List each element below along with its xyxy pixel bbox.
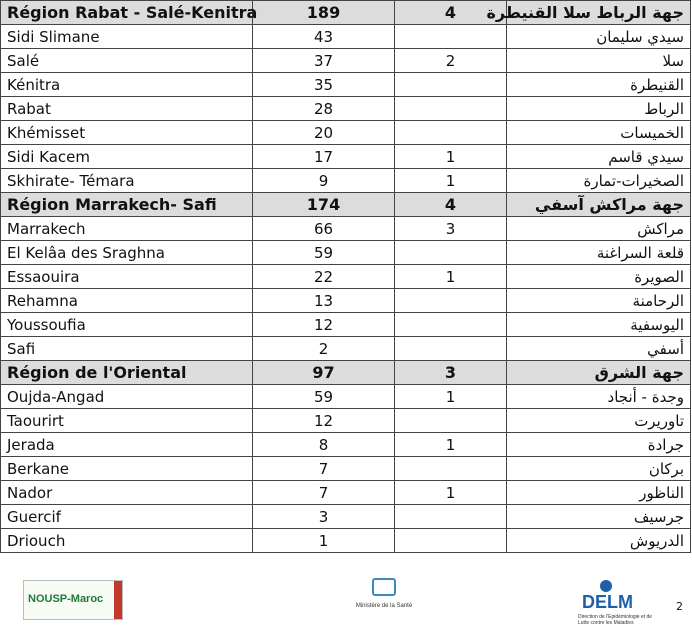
cases-cell: 2: [253, 337, 395, 361]
arabic-name-cell: الرباط: [507, 97, 691, 121]
deaths-cell: [395, 505, 507, 529]
place-name-cell: El Kelâa des Sraghna: [1, 241, 253, 265]
table-row: [1, 313, 691, 337]
deaths-cell: [395, 409, 507, 433]
cases-cell: 174: [253, 193, 395, 217]
arabic-name-cell: قلعة السراغنة: [507, 241, 691, 265]
arabic-name-cell: سيدي قاسم: [507, 145, 691, 169]
cases-cell: 35: [253, 73, 395, 97]
arabic-name-cell: الناظور: [507, 481, 691, 505]
arabic-name-cell: مراكش: [507, 217, 691, 241]
place-name-cell: Youssoufia: [1, 313, 253, 337]
place-name-cell: Rabat: [1, 97, 253, 121]
place-name-cell: Skhirate- Témara: [1, 169, 253, 193]
table-row: [1, 49, 691, 73]
arabic-name-cell: أسفي: [507, 337, 691, 361]
deaths-cell: 3: [395, 217, 507, 241]
table-row: [1, 97, 691, 121]
place-name-cell: Driouch: [1, 529, 253, 553]
cases-cell: 9: [253, 169, 395, 193]
region-row: [1, 1, 691, 25]
cases-cell: 97: [253, 361, 395, 385]
arabic-name-cell: سيدي سليمان: [507, 25, 691, 49]
nousp-logo-text: NOUSP-Maroc: [28, 593, 104, 605]
deaths-cell: [395, 529, 507, 553]
place-name-cell: Kénitra: [1, 73, 253, 97]
place-name-cell: Région Marrakech- Safi: [1, 193, 253, 217]
page-number: 2: [676, 600, 683, 613]
place-name-cell: Région Rabat - Salé-Kenitra: [1, 1, 253, 25]
table-row: [1, 505, 691, 529]
place-name-cell: Rehamna: [1, 289, 253, 313]
cases-cell: 12: [253, 409, 395, 433]
table-row: [1, 337, 691, 361]
table-row: [1, 145, 691, 169]
arabic-name-cell: اليوسفية: [507, 313, 691, 337]
arabic-name-cell: جرادة: [507, 433, 691, 457]
footer: [0, 578, 692, 633]
cases-cell: 17: [253, 145, 395, 169]
cases-cell: 3: [253, 505, 395, 529]
arabic-name-cell: جهة الشرق: [507, 361, 691, 385]
arabic-name-cell: الصويرة: [507, 265, 691, 289]
table-row: [1, 25, 691, 49]
place-name-cell: Guercif: [1, 505, 253, 529]
cases-cell: 28: [253, 97, 395, 121]
arabic-name-cell: القنيطرة: [507, 73, 691, 97]
place-name-cell: Salé: [1, 49, 253, 73]
deaths-cell: 1: [395, 265, 507, 289]
ministry-logo-text: Ministère de la Santé: [355, 603, 413, 609]
place-name-cell: Taourirt: [1, 409, 253, 433]
cases-cell: 8: [253, 433, 395, 457]
deaths-cell: [395, 313, 507, 337]
deaths-cell: [395, 289, 507, 313]
cases-cell: 59: [253, 385, 395, 409]
cases-cell: 43: [253, 25, 395, 49]
place-name-cell: Nador: [1, 481, 253, 505]
arabic-name-cell: جهة مراكش آسفي: [507, 193, 691, 217]
place-name-cell: Berkane: [1, 457, 253, 481]
arabic-name-cell: بركان: [507, 457, 691, 481]
region-row: [1, 193, 691, 217]
arabic-name-cell: الصخيرات-تمارة: [507, 169, 691, 193]
arabic-name-cell: تاوريرت: [507, 409, 691, 433]
deaths-cell: [395, 25, 507, 49]
arabic-name-cell: الخميسات: [507, 121, 691, 145]
arabic-name-cell: الرحامنة: [507, 289, 691, 313]
deaths-cell: [395, 457, 507, 481]
arabic-name-cell: جهة الرباط سلا القنيطرة: [507, 1, 691, 25]
deaths-cell: 1: [395, 145, 507, 169]
deaths-cell: 4: [395, 193, 507, 217]
delm-logo: [578, 578, 658, 630]
table-row: [1, 457, 691, 481]
deaths-cell: 4: [395, 1, 507, 25]
table-row: [1, 169, 691, 193]
cases-table-body: [1, 1, 691, 553]
deaths-cell: 1: [395, 481, 507, 505]
table-row: [1, 289, 691, 313]
ministry-emblem-icon: [372, 578, 396, 596]
cases-cell: 189: [253, 1, 395, 25]
deaths-cell: 1: [395, 385, 507, 409]
nousp-logo-stripe: [114, 581, 122, 619]
table-row: [1, 529, 691, 553]
delm-logo-subtitle: Direction de l'Epidémiologie et de Lutte contre les Maladies: [578, 614, 653, 626]
table-row: [1, 409, 691, 433]
deaths-cell: [395, 73, 507, 97]
deaths-cell: 1: [395, 433, 507, 457]
arabic-name-cell: جرسيف: [507, 505, 691, 529]
arabic-name-cell: الدريوش: [507, 529, 691, 553]
place-name-cell: Safi: [1, 337, 253, 361]
table-row: [1, 481, 691, 505]
table-row: [1, 433, 691, 457]
deaths-cell: 2: [395, 49, 507, 73]
cases-cell: 12: [253, 313, 395, 337]
place-name-cell: Région de l'Oriental: [1, 361, 253, 385]
deaths-cell: [395, 121, 507, 145]
place-name-cell: Oujda-Angad: [1, 385, 253, 409]
table-row: [1, 241, 691, 265]
delm-figure-icon: [600, 580, 612, 592]
delm-logo-text: DELM: [582, 592, 633, 612]
cases-cell: 7: [253, 457, 395, 481]
deaths-cell: 1: [395, 169, 507, 193]
ministry-logo: [352, 578, 416, 628]
cases-cell: 59: [253, 241, 395, 265]
arabic-name-cell: سلا: [507, 49, 691, 73]
place-name-cell: Essaouira: [1, 265, 253, 289]
cases-cell: 7: [253, 481, 395, 505]
cases-cell: 22: [253, 265, 395, 289]
place-name-cell: Sidi Kacem: [1, 145, 253, 169]
table-row: [1, 73, 691, 97]
table-row: [1, 385, 691, 409]
place-name-cell: Marrakech: [1, 217, 253, 241]
place-name-cell: Khémisset: [1, 121, 253, 145]
deaths-cell: [395, 97, 507, 121]
deaths-cell: [395, 337, 507, 361]
cases-cell: 66: [253, 217, 395, 241]
cases-cell: 13: [253, 289, 395, 313]
nousp-logo: [23, 580, 123, 620]
place-name-cell: Sidi Slimane: [1, 25, 253, 49]
arabic-name-cell: وجدة - أنجاد: [507, 385, 691, 409]
cases-cell: 37: [253, 49, 395, 73]
cases-cell: 20: [253, 121, 395, 145]
cases-cell: 1: [253, 529, 395, 553]
region-row: [1, 361, 691, 385]
table-row: [1, 121, 691, 145]
place-name-cell: Jerada: [1, 433, 253, 457]
table-row: [1, 265, 691, 289]
deaths-cell: [395, 241, 507, 265]
deaths-cell: 3: [395, 361, 507, 385]
table-row: [1, 217, 691, 241]
